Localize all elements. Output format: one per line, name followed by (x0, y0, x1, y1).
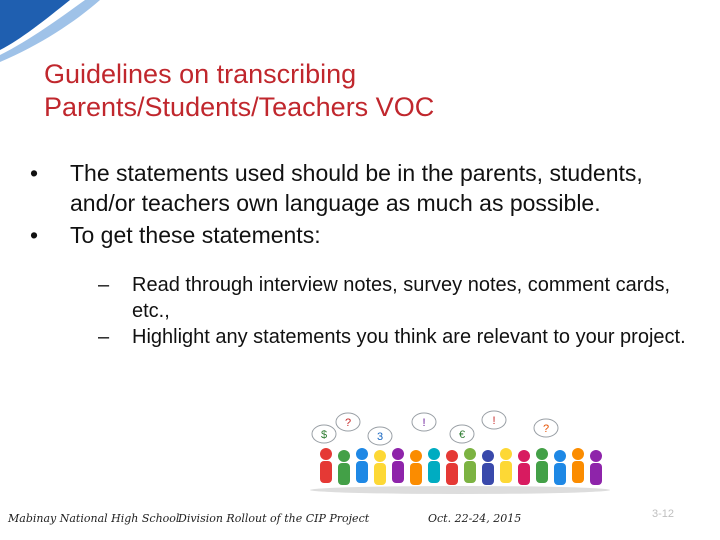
crowd-speech-bubbles-icon (300, 408, 620, 496)
dash-icon: – (98, 274, 110, 296)
sub-bullet-1 (98, 272, 690, 324)
slide-body (30, 158, 690, 350)
bullet-2-text: To get these statements: (70, 222, 321, 248)
footer-school: Mabinay National High School (8, 512, 180, 525)
bubble-mark-1: $ (320, 429, 328, 441)
bubble-mark-7: ? (542, 423, 550, 435)
speech-bubbles (312, 411, 558, 445)
bubble-mark-4: ! (422, 417, 426, 429)
sub-bullet-1-text: Read through interview notes, survey notes, comment cards, etc., (132, 274, 671, 322)
bullet-1 (30, 158, 690, 218)
bubble-mark-2: ? (344, 417, 352, 429)
title-line-2: Parents/Students/Teachers VOC (44, 92, 435, 122)
title-line-1: Guidelines on transcribing (44, 59, 357, 89)
dash-icon: – (98, 326, 110, 348)
bubble-mark-6: ! (492, 415, 496, 427)
bubble-mark-5: € (458, 429, 466, 441)
bullet-2 (30, 220, 690, 250)
sub-bullet-2 (98, 324, 690, 350)
bubble-mark-3: 3 (376, 431, 384, 443)
sub-bullet-2-text: Highlight any statements you think are relevant to your project. (132, 326, 686, 348)
bullet-dot-icon: • (30, 160, 39, 186)
bullet-dot-icon: • (30, 222, 39, 248)
footer-date: Oct. 22-24, 2015 (428, 512, 522, 525)
footer-project: Division Rollout of the CIP Project (178, 512, 370, 525)
page-number: 3-12 (652, 508, 675, 520)
slide-title (44, 58, 684, 124)
people-figures (320, 448, 602, 485)
bullet-1-text: The statements used should be in the parents, students, and/or teachers own language as much as possible. (70, 160, 643, 216)
